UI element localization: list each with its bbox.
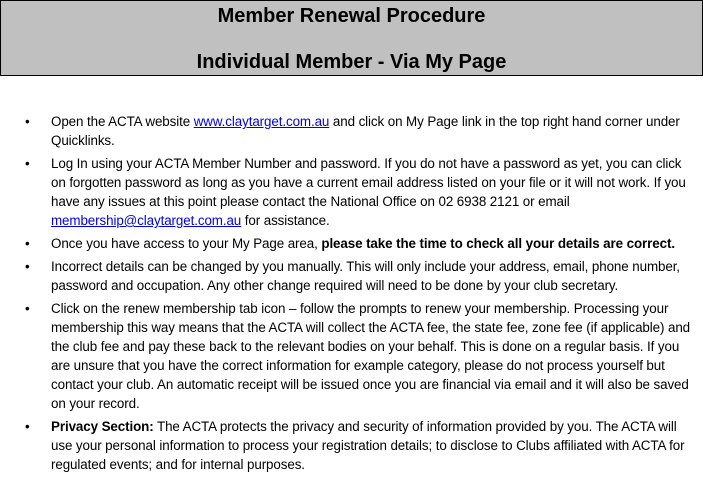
bullet-icon: • (25, 419, 30, 434)
item-text: Click on the renew membership tab icon – follow the prompts to renew your membership. Processing your membership this way means that the ACTA will collect the ACTA fee, the state fee, zone fee (if applicable) and the club fee and pay these back to the relevant bodies on your behalf. This is done on a regular basis. If you are unsure that you have the correct information for example category, please do not process yourself but contact your club. An automatic receipt will be issued once you are financial via email and it will also be saved on your record. (51, 301, 691, 411)
website-link[interactable]: www.claytarget.com.au (193, 114, 330, 129)
item-text: Incorrect details can be changed by you manually. This will only include your address, email, phone number, password and occupation. Any other change required will need to be done by your club secretary. (51, 259, 680, 293)
privacy-heading: Privacy Section: (51, 419, 154, 434)
bullet-icon: • (25, 301, 30, 316)
item-bold-text: please take the time to check all your details are correct. (321, 236, 675, 251)
item-text: The ACTA protects the privacy and security of information provided by you. The ACTA will use your personal information to process your registration details; to disclose to Clubs affiliated with ACTA for regulated events; and for internal purposes. (51, 419, 685, 472)
procedure-list (0, 112, 703, 478)
list-item (0, 112, 703, 150)
list-item (0, 299, 703, 413)
document-subtitle: Individual Member - Via My Page (196, 51, 507, 73)
list-item (0, 154, 703, 230)
item-text: for assistance. (241, 213, 330, 228)
bullet-icon: • (25, 114, 30, 129)
bullet-icon: • (25, 156, 30, 171)
list-item (0, 257, 703, 295)
item-text: and click on My Page link in the top right hand corner under Quicklinks. (51, 114, 680, 148)
document-title: Member Renewal Procedure (217, 5, 486, 27)
list-item (0, 417, 703, 474)
bullet-icon: • (25, 236, 30, 251)
item-text: Once you have access to your My Page area, (51, 236, 322, 251)
bullet-icon: • (25, 259, 30, 274)
item-text: Open the ACTA website (51, 114, 194, 129)
item-text: Log In using your ACTA Member Number and password. If you do not have a password as yet, you can click on forgotten password as long as you have a current email address listed on your file or it will not work. If you have any issues at this point please contact the National Office on 02 6938 2121 or email (51, 156, 686, 209)
document-header (0, 0, 703, 76)
email-link[interactable]: membership@claytarget.com.au (51, 213, 242, 228)
list-item (0, 234, 703, 253)
